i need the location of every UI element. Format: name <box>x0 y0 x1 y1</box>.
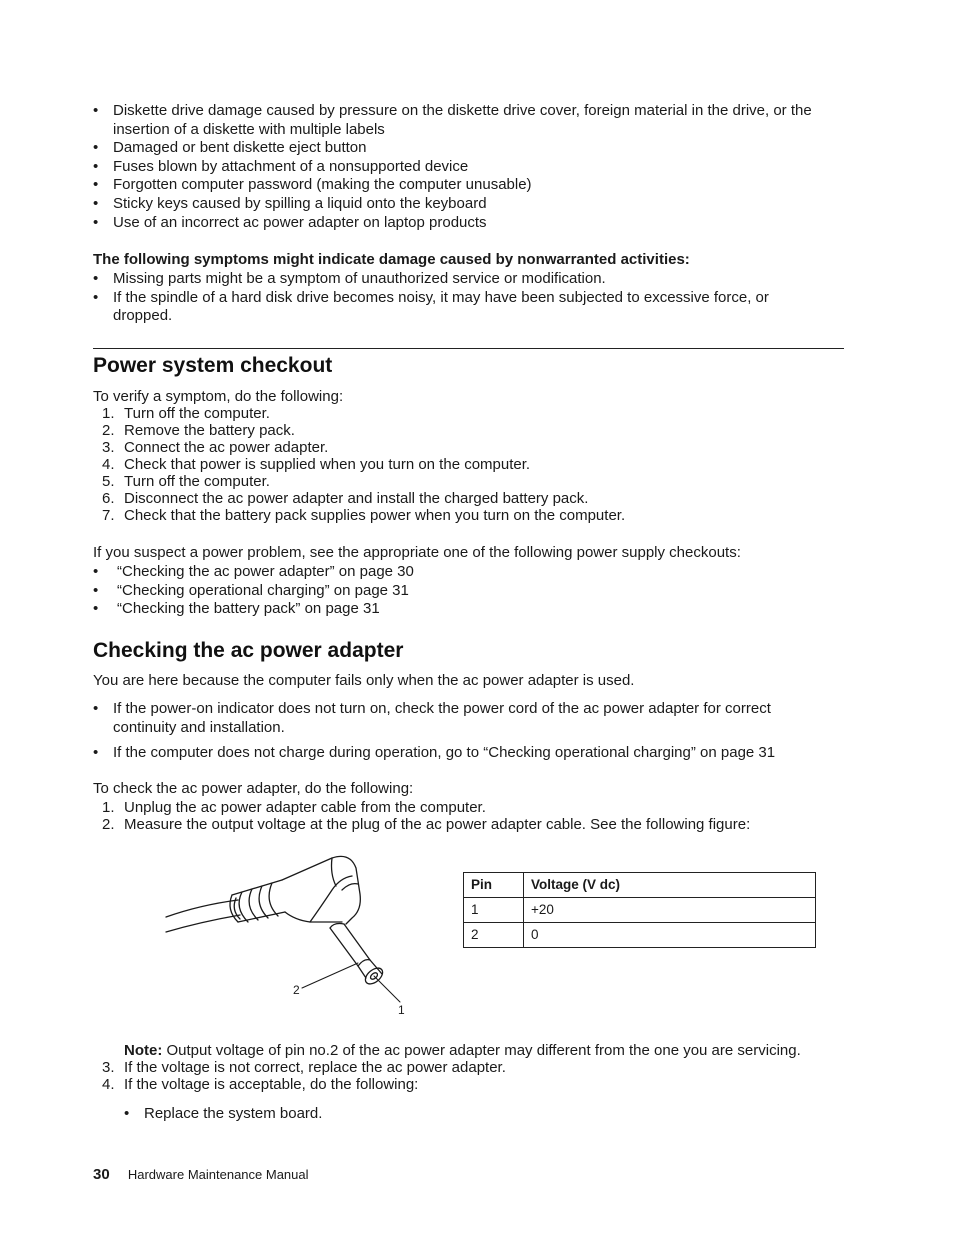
pin-voltage-table <box>463 872 816 948</box>
list-item: 6. Disconnect the ac power adapter and install the charged battery pack. <box>102 490 589 507</box>
table-cell: +20 <box>524 898 816 923</box>
symptoms-list <box>93 270 803 326</box>
list-item: • Forgotten computer password (making the computer unusable) <box>93 176 813 195</box>
list-item: 4. If the voltage is acceptable, do the following: <box>102 1076 419 1093</box>
check-steps-b <box>93 1059 833 1093</box>
list-item: • If the computer does not charge during operation, go to “Checking operational charging” on page 31 <box>93 744 823 763</box>
table-row <box>464 898 816 923</box>
list-item: 5. Turn off the computer. <box>102 473 270 490</box>
pin-1-label: 1 <box>398 1003 405 1017</box>
list-item: • Diskette drive damage caused by pressure on the diskette drive cover, foreign material in the drive, or the insertion of a diskette with multiple labels <box>93 102 813 139</box>
power-checkout-steps <box>93 405 813 524</box>
list-item: 4. Check that power is supplied when you turn on the computer. <box>102 456 531 473</box>
page-number: 30 <box>93 1166 110 1183</box>
check-steps-a <box>93 799 833 833</box>
checkout-references <box>93 563 693 619</box>
list-item: 2. Measure the output voltage at the plug of the ac power adapter cable. See the following figure: <box>102 816 751 833</box>
manual-title: Hardware Maintenance Manual <box>127 1167 309 1182</box>
list-item: • Fuses blown by attachment of a nonsupported device <box>93 158 813 177</box>
adapter-plug-figure <box>160 850 420 1025</box>
power-checkout-title: Power system checkout <box>93 354 333 377</box>
check-intro: To check the ac power adapter, do the following: <box>93 780 414 797</box>
adapter-bullets <box>93 700 823 763</box>
adapter-plug-illustration <box>166 856 400 1002</box>
section-divider <box>93 348 844 349</box>
voltage-note <box>124 1042 864 1061</box>
table-row <box>464 923 816 948</box>
sub-step-list <box>124 1105 624 1124</box>
symptoms-heading: The following symptoms might indicate damage caused by nonwarranted activities: <box>93 251 690 268</box>
table-header-cell: Voltage (V dc) <box>524 873 816 898</box>
list-item: • Sticky keys caused by spilling a liquid onto the keyboard <box>93 195 813 214</box>
list-item: 3. Connect the ac power adapter. <box>102 439 329 456</box>
table-header-cell: Pin <box>464 873 524 898</box>
adapter-intro: You are here because the computer fails only when the ac power adapter is used. <box>93 672 635 689</box>
list-item: • If the spindle of a hard disk drive becomes noisy, it may have been subjected to excessive force, or dropped. <box>93 289 803 326</box>
power-checkout-intro: To verify a symptom, do the following: <box>93 388 344 405</box>
adapter-section-title: Checking the ac power adapter <box>93 639 404 662</box>
table-cell: 0 <box>524 923 816 948</box>
list-item: • Replace the system board. <box>124 1105 624 1124</box>
list-item: • Missing parts might be a symptom of unauthorized service or modification. <box>93 270 803 289</box>
list-item: 3. If the voltage is not correct, replace the ac power adapter. <box>102 1059 506 1076</box>
note-text: Output voltage of pin no.2 of the ac power adapter may different from the one you are servicing. <box>162 1042 801 1059</box>
note-label: Note: <box>124 1042 163 1059</box>
list-item: 1. Unplug the ac power adapter cable from the computer. <box>102 799 486 816</box>
suspect-paragraph: If you suspect a power problem, see the appropriate one of the following power supply checkouts: <box>93 544 741 561</box>
reference-link[interactable]: • “Checking operational charging” on page 31 <box>93 582 693 601</box>
list-item: 7. Check that the battery pack supplies power when you turn on the computer. <box>102 507 626 524</box>
list-item: • Damaged or bent diskette eject button <box>93 139 813 158</box>
list-item: • If the power-on indicator does not turn on, check the power cord of the ac power adapter for correct continuity and installation. <box>93 700 823 737</box>
pin-2-label: 2 <box>293 983 300 997</box>
table-cell: 1 <box>464 898 524 923</box>
table-cell: 2 <box>464 923 524 948</box>
list-item: • Use of an incorrect ac power adapter on laptop products <box>93 214 813 233</box>
reference-link[interactable]: • “Checking the ac power adapter” on page 30 <box>93 563 693 582</box>
page-footer <box>93 1166 309 1185</box>
list-item: 2. Remove the battery pack. <box>102 422 295 439</box>
list-item: 1. Turn off the computer. <box>102 405 270 422</box>
reference-link[interactable]: • “Checking the battery pack” on page 31 <box>93 600 693 619</box>
table-header-row <box>464 873 816 898</box>
damage-list <box>93 102 813 232</box>
